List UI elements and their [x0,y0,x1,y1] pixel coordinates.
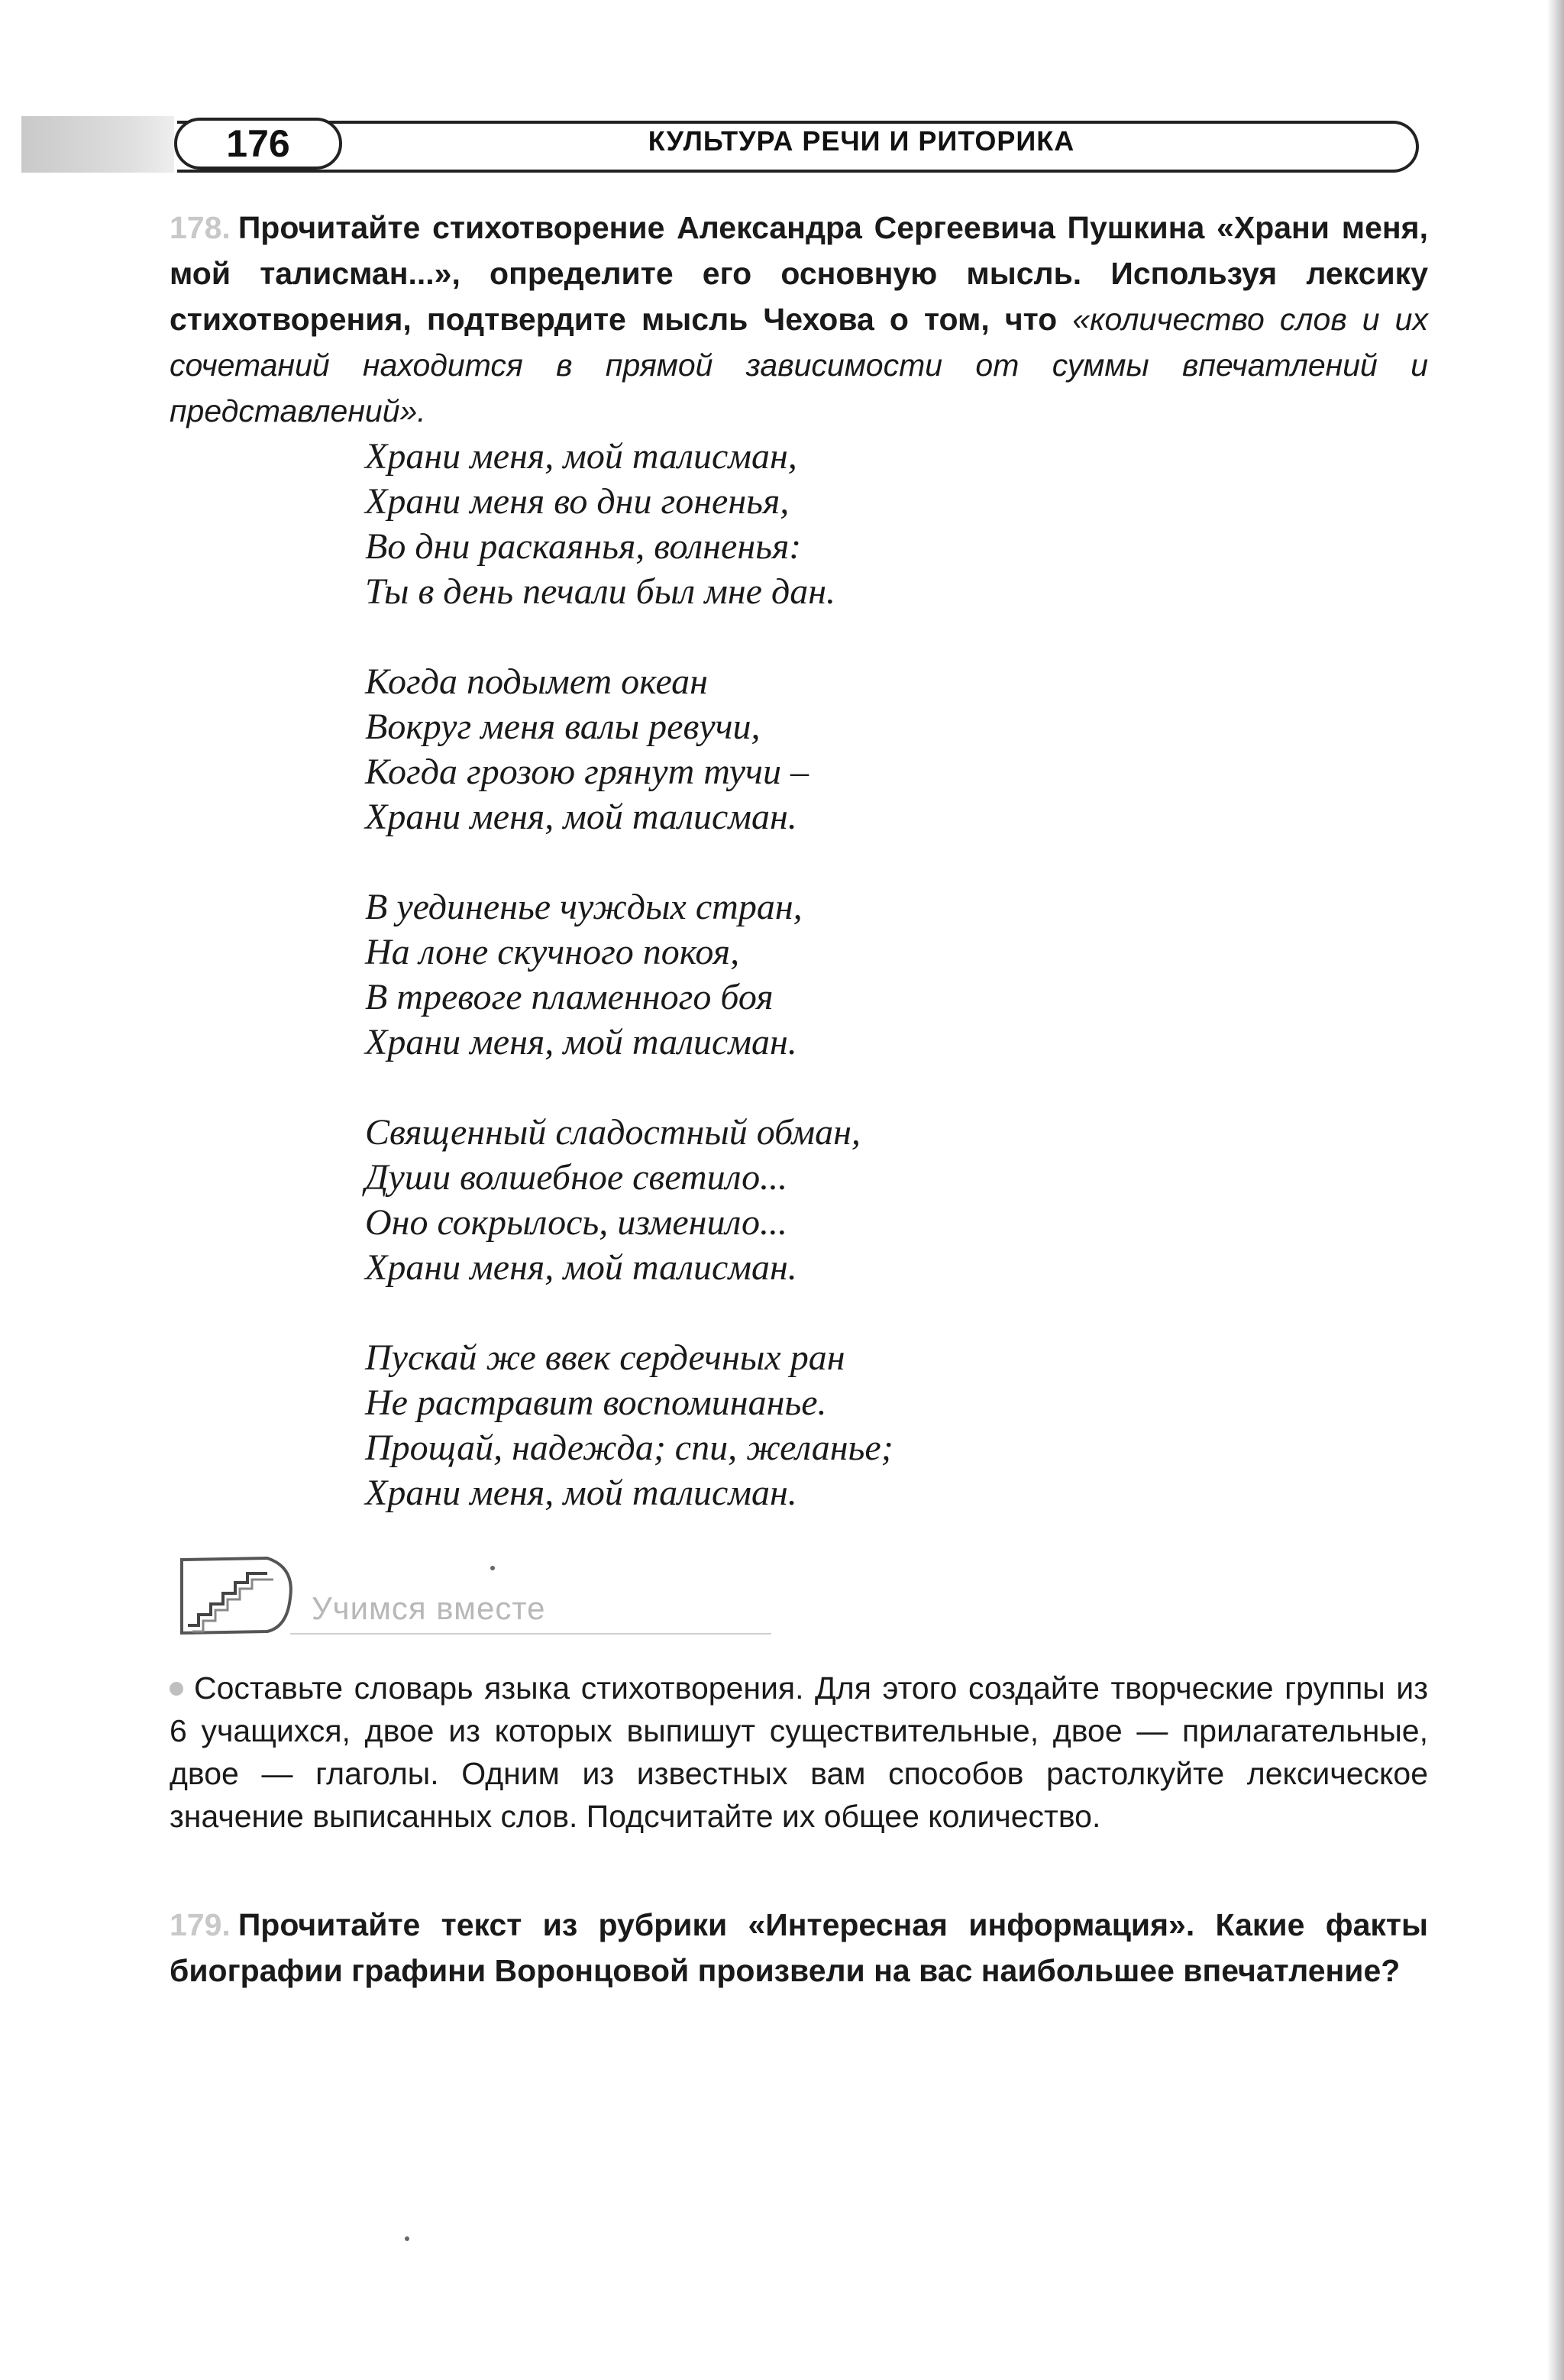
poem-line: Храни меня во дни гоненья, [365,481,790,522]
task-instruction: Прочитайте текст из рубрики «Интересная информация». Какие факты биографии графини Воронцовой произвели на вас наибольшее впечатление? [170,1907,1428,1988]
poem-line: Пускай же ввек сердечных ран [365,1337,845,1378]
poem-line: Храни меня, мой талисман. [365,1247,797,1288]
poem-line: На лоне скучного покоя, [365,932,740,972]
header-shade [21,116,174,173]
activity-text: Составьте словарь языка стихотворения. Для этого создайте творческие группы из 6 учащихся, двое из которых выпишут существительные, двое — прилагательные, двое — глаголы. Одним из известных вам способов растолкуйте лексическое значение выписанных слов. Подсчитайте их общее количество. [170,1670,1428,1834]
poem-line: Храни меня, мой талисман. [365,1022,797,1062]
task-number: 179. [170,1907,231,1942]
poem-line: Ты в день печали был мне дан. [365,571,836,612]
poem-stanza [365,1110,1358,1290]
poem-line: Когда грозою грянут тучи – [365,752,809,792]
poem-line: Храни меня, мой талисман. [365,1473,797,1513]
poem-line: Души волшебное светило... [365,1157,788,1198]
learn-together-label: Учимся вместе [312,1590,546,1626]
poem-line: Храни меня, мой талисман. [365,797,797,837]
poem-stanza [365,434,1358,614]
poem-stanza [365,884,1358,1065]
task-number: 178. [170,210,231,245]
page-edge [1547,0,1564,2380]
learn-together-heading [176,1552,603,1638]
poem-line: В тревоге пламенного боя [365,977,774,1017]
task-instruction: Прочитайте стихотворение Александра Сергеевича Пушкина «Храни меня, мой талисман...», определите его основную мысль. Используя лексику стихотворения, подтвердите мысль Чехова о том, что [170,210,1428,337]
poem-line: Прощай, надежда; спи, желанье; [365,1428,893,1468]
chekhov-quote: «количество слов и их сочетаний находится в прямой зависимости от суммы впечатлений и представлений». [170,302,1428,428]
poem-line: Оно сокрылось, изменило... [365,1202,788,1243]
bullet-icon [170,1682,183,1696]
speck [405,2236,409,2241]
stairs-icon [176,1552,298,1638]
page-number: 176 [174,118,342,170]
poem [365,434,1358,1560]
task-179 [170,1902,1428,1994]
page-header [21,115,1423,177]
section-title: КУЛЬТУРА РЕЧИ И РИТОРИКА [648,125,1075,157]
poem-stanza [365,659,1358,839]
poem-line: Когда подымет океан [365,661,708,702]
poem-line: Во дни раскаянья, волненья: [365,526,802,567]
poem-line: В уединенье чуждых стран, [365,887,803,927]
heading-underline [290,1633,771,1635]
poem-line: Храни меня, мой талисман, [365,436,797,477]
poem-line: Вокруг меня валы ревучи, [365,707,761,747]
poem-line: Священный сладостный обман, [365,1112,861,1153]
poem-stanza [365,1335,1358,1515]
task-178 [170,205,1428,434]
group-activity [170,1667,1428,1838]
poem-line: Не растравит воспоминанье. [365,1382,827,1423]
